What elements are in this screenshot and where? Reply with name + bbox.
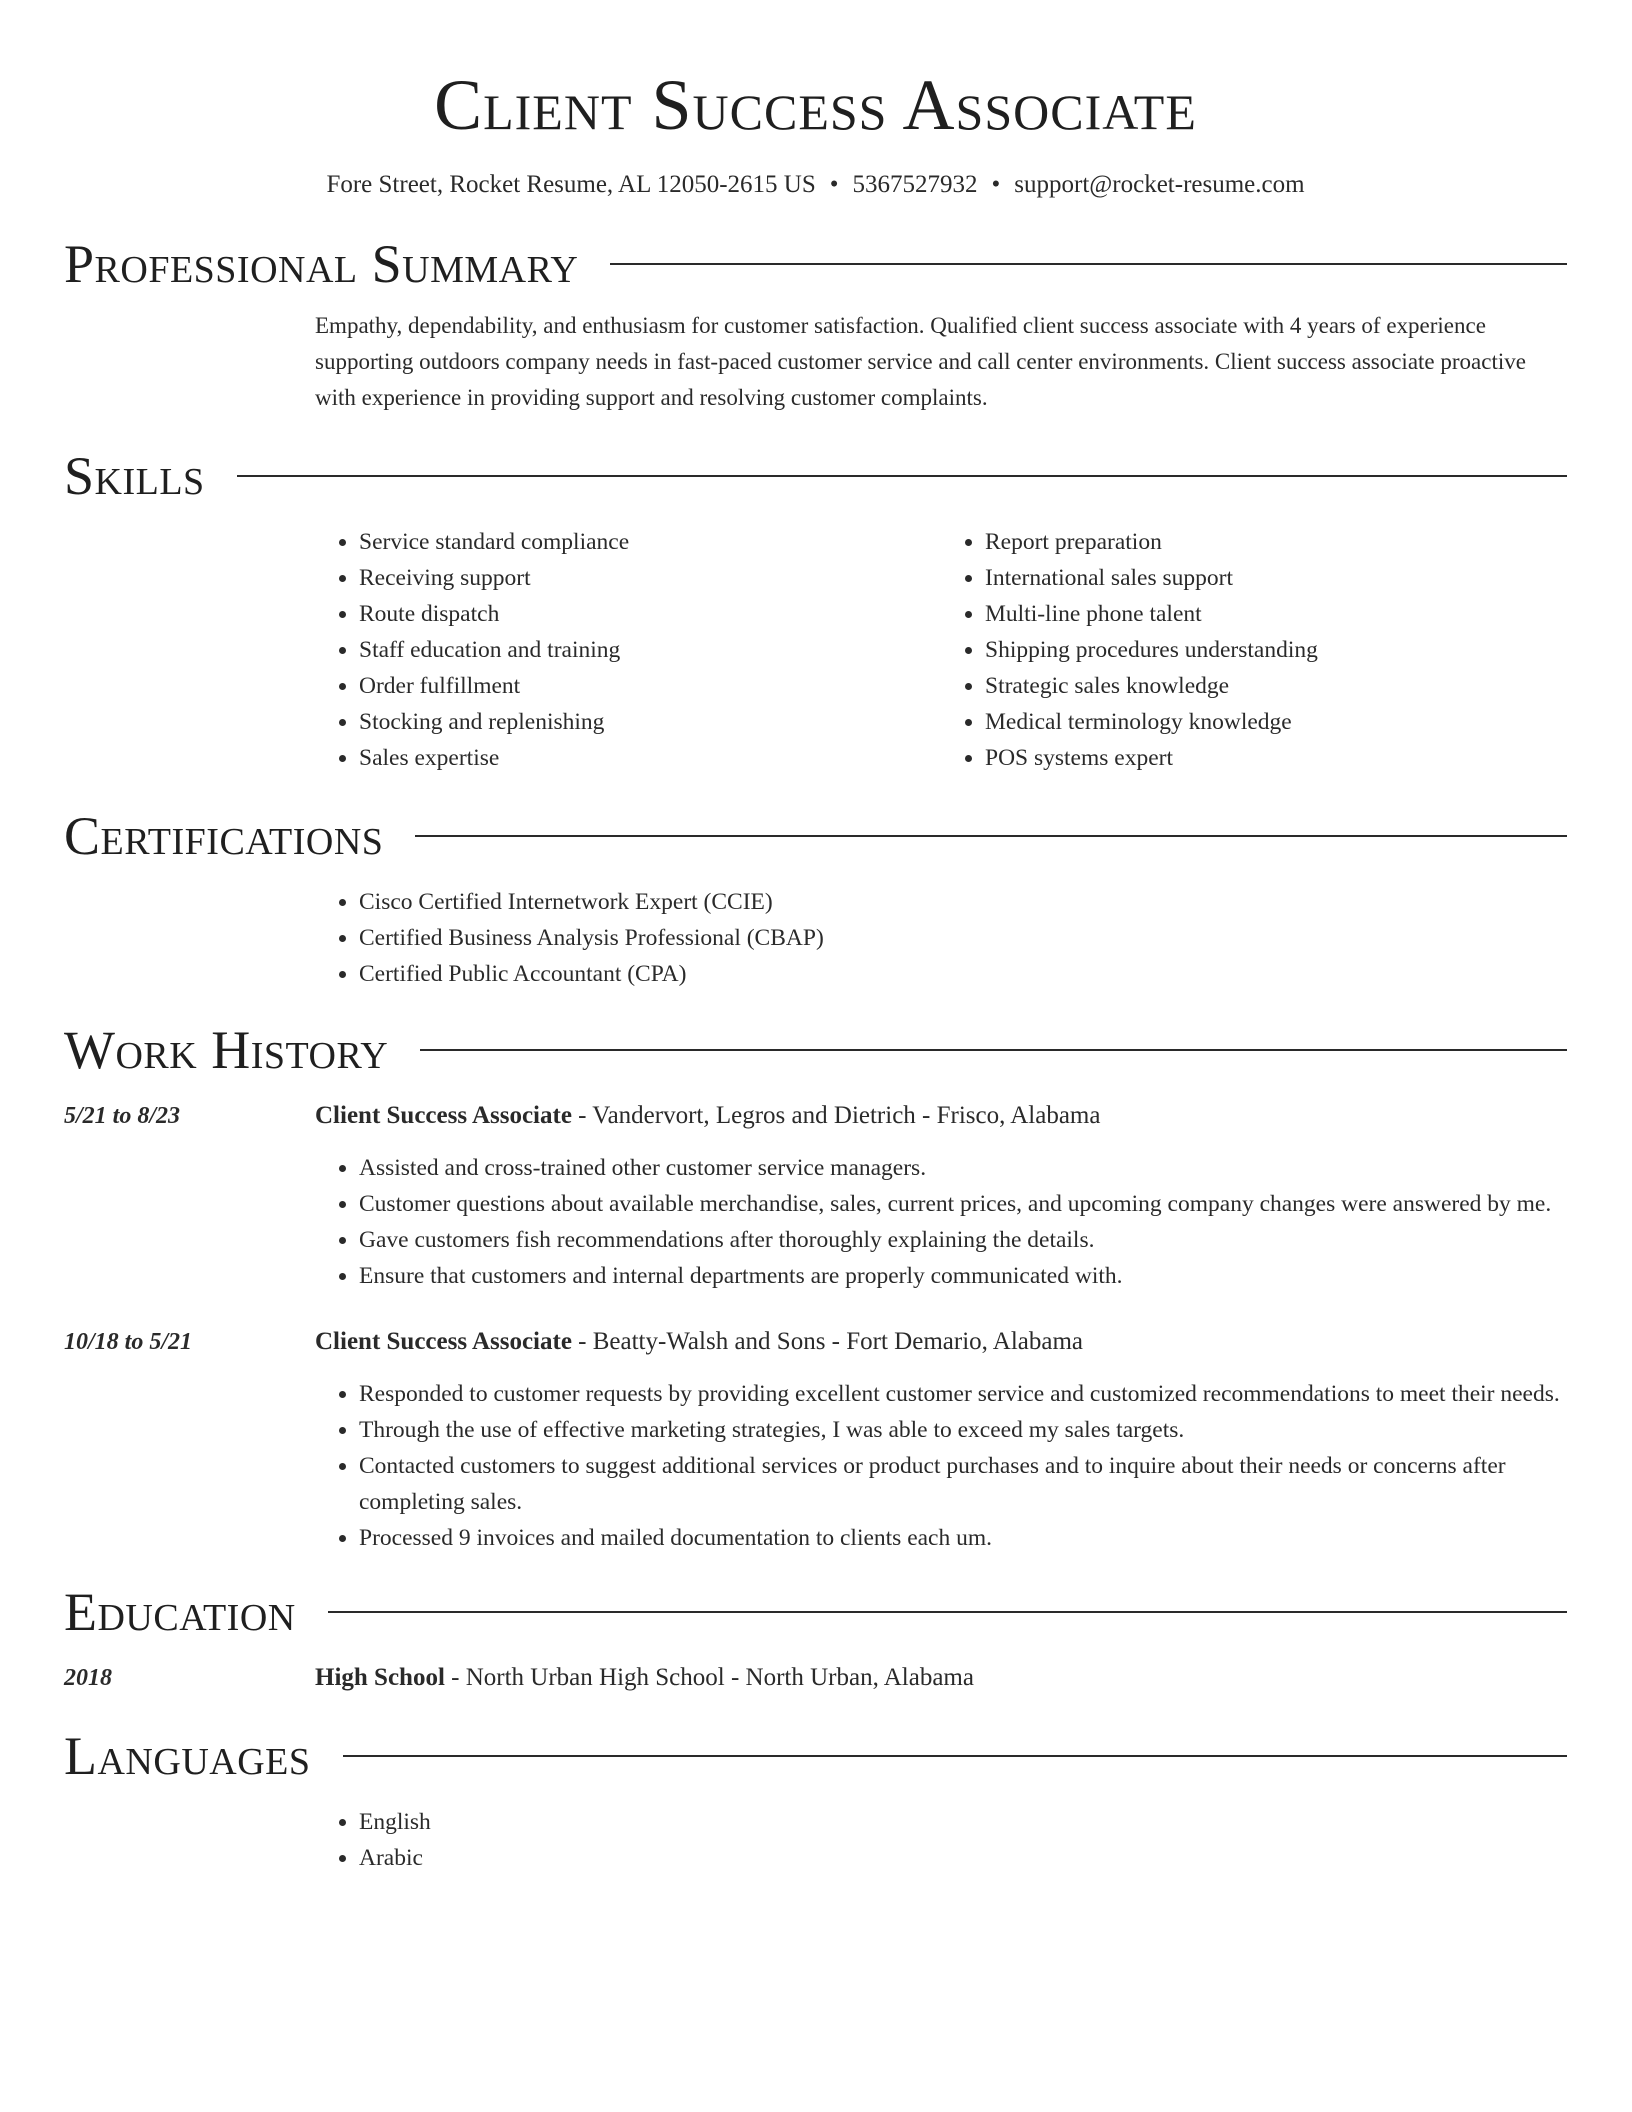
job-duty-item: • Gave customers fish recommendations after thoroughly explaining the details. (359, 1222, 1567, 1258)
job-duties (315, 1150, 1567, 1294)
languages-body (315, 1804, 1567, 1876)
job-dates: 5/21 to 8/23 (64, 1103, 181, 1129)
skills-list-right (941, 524, 1567, 776)
job-duty-item: • Assisted and cross-trained other customer service managers. (359, 1150, 1567, 1186)
languages-list (315, 1804, 1567, 1876)
skills-grid (315, 524, 1567, 776)
language-item: • English (359, 1804, 1567, 1840)
certifications-title: Certifications (64, 806, 384, 866)
skills-title: Skills (64, 446, 205, 506)
certification-item: • Certified Business Analysis Professional (CBAP) (359, 920, 1567, 956)
work-history-title: Work History (64, 1020, 389, 1080)
contact-line (64, 168, 1567, 202)
languages-heading (64, 1724, 1567, 1788)
job-duties-list (315, 1376, 1567, 1556)
job-dates: 10/18 to 5/21 (64, 1329, 193, 1355)
skill-item: • Receiving support (359, 560, 941, 596)
languages-title: Languages (64, 1726, 311, 1786)
job-duty-item: • Responded to customer requests by providing excellent customer service and customized recommendations to meet their needs. (359, 1376, 1567, 1412)
certification-item: • Certified Public Accountant (CPA) (359, 956, 1567, 992)
skill-item: • POS systems expert (985, 740, 1567, 776)
job-header (64, 1098, 1567, 1134)
contact-email: support@rocket-resume.com (1014, 171, 1305, 198)
education-section (64, 1580, 1567, 1696)
skill-item: • Shipping procedures understanding (985, 632, 1567, 668)
job-duty-item: • Customer questions about available merchandise, sales, current prices, and upcoming company changes were answered by me. (359, 1186, 1567, 1222)
skills-list-left (315, 524, 941, 776)
job-entry (64, 1098, 1567, 1294)
contact-separator: • (991, 171, 1001, 198)
job-employer: - Vandervort, Legros and Dietrich - Frisco, Alabama (571, 1102, 1101, 1129)
job-title-line (315, 1098, 1100, 1134)
certifications-heading (64, 804, 1567, 868)
job-role: Client Success Associate (315, 1328, 572, 1355)
certifications-list (315, 884, 1567, 992)
certification-item: • Cisco Certified Internetwork Expert (CCIE) (359, 884, 1567, 920)
section-divider (343, 1755, 1568, 1757)
section-divider (420, 1049, 1567, 1051)
job-employer: - Beatty-Walsh and Sons - Fort Demario, Alabama (571, 1328, 1083, 1355)
work-history-section (64, 1018, 1567, 1556)
skill-item: • Report preparation (985, 524, 1567, 560)
skills-body (315, 524, 1567, 776)
certifications-body (315, 884, 1567, 992)
job-duty-item: • Through the use of effective marketing strategies, I was able to exceed my sales targets. (359, 1412, 1567, 1448)
skills-heading (64, 444, 1567, 508)
job-duties-list (315, 1150, 1567, 1294)
summary-section (64, 232, 1567, 416)
certifications-section (64, 804, 1567, 992)
job-entry (64, 1324, 1567, 1556)
resume-name: Client Success Associate (434, 65, 1197, 145)
language-item: • Arabic (359, 1840, 1567, 1876)
skill-item: • Stocking and replenishing (359, 704, 941, 740)
summary-text: Empathy, dependability, and enthusiasm for customer satisfaction. Qualified client success associate with 4 years of experience supporting outdoors company needs in fast-paced customer service and call center environments. Client success associate proactive with experience in providing support and resolving customer complaints. (315, 313, 1526, 410)
skill-item: • Sales expertise (359, 740, 941, 776)
skill-item: • Service standard compliance (359, 524, 941, 560)
job-duty-item: • Processed 9 invoices and mailed documentation to clients each um. (359, 1520, 1567, 1556)
education-line (315, 1660, 974, 1696)
summary-body (315, 308, 1567, 416)
job-role: Client Success Associate (315, 1102, 572, 1129)
job-duties (315, 1376, 1567, 1556)
contact-address: Fore Street, Rocket Resume, AL 12050-2615 US (326, 171, 816, 198)
skill-item: • Multi-line phone talent (985, 596, 1567, 632)
education-heading (64, 1580, 1567, 1644)
education-school: - North Urban High School - North Urban, Alabama (444, 1664, 974, 1691)
job-duty-item: • Ensure that customers and internal departments are properly communicated with. (359, 1258, 1567, 1294)
work-history-heading (64, 1018, 1567, 1082)
education-title: Education (64, 1582, 296, 1642)
education-entry (64, 1660, 1567, 1696)
summary-heading (64, 232, 1567, 296)
section-divider (610, 263, 1567, 265)
job-title-line (315, 1324, 1083, 1360)
resume-page (64, 0, 1567, 1876)
section-divider (415, 835, 1567, 837)
education-degree: High School (315, 1664, 445, 1691)
skills-section (64, 444, 1567, 776)
contact-separator: • (829, 171, 839, 198)
skill-item: • Order fulfillment (359, 668, 941, 704)
languages-section (64, 1724, 1567, 1876)
skill-item: • International sales support (985, 560, 1567, 596)
section-divider (237, 475, 1567, 477)
skill-item: • Medical terminology knowledge (985, 704, 1567, 740)
skill-item: • Staff education and training (359, 632, 941, 668)
job-header (64, 1324, 1567, 1360)
skill-item: • Route dispatch (359, 596, 941, 632)
section-divider (328, 1611, 1567, 1613)
education-date: 2018 (64, 1665, 112, 1691)
summary-title: Professional Summary (64, 234, 579, 294)
job-duty-item: • Contacted customers to suggest additional services or product purchases and to inquire about their needs or concerns after completing sales. (359, 1448, 1567, 1520)
contact-phone: 5367527932 (852, 171, 978, 198)
skill-item: • Strategic sales knowledge (985, 668, 1567, 704)
